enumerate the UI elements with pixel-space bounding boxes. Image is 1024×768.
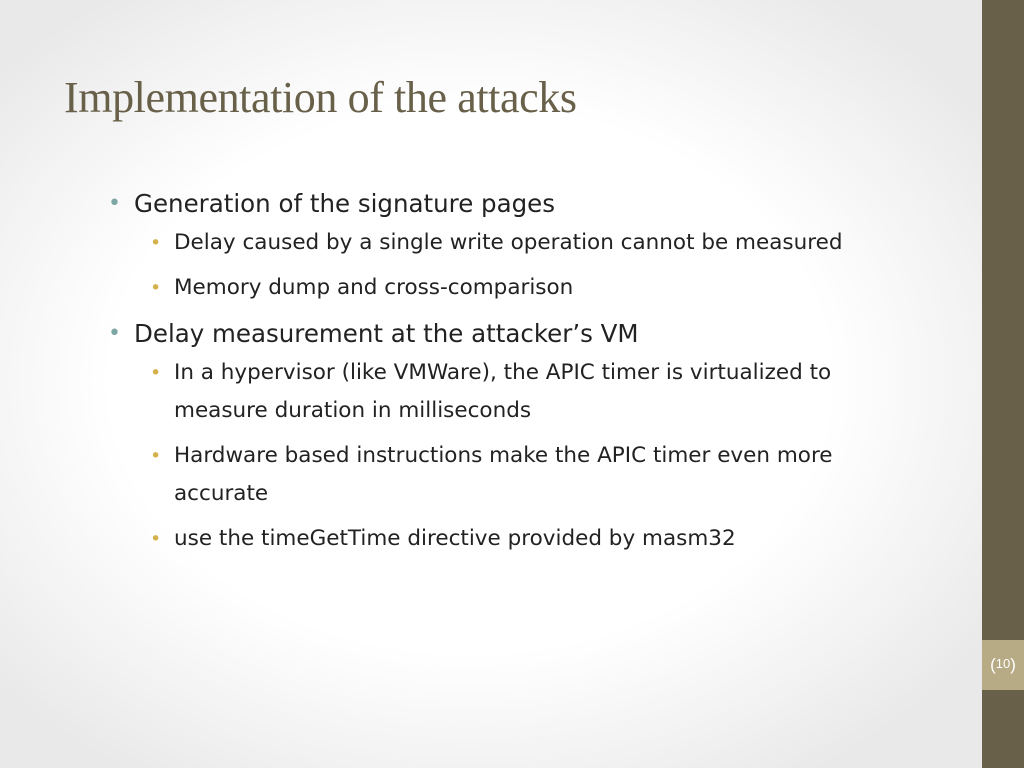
sub-bullet-text: Memory dump and cross-comparison — [174, 275, 574, 300]
slide-body — [108, 184, 888, 565]
sub-bullet-dot: • — [150, 232, 162, 254]
bullet-text: Delay measurement at the attacker’s VM — [134, 319, 639, 348]
sub-bullet-item — [108, 354, 888, 430]
sub-bullet-list — [108, 224, 888, 307]
sub-bullet-dot: • — [150, 277, 162, 299]
sub-bullet-dot: • — [150, 528, 162, 550]
page-number — [982, 655, 1024, 675]
sub-bullet-item — [108, 520, 888, 558]
bullet-text: Generation of the signature pages — [134, 189, 556, 218]
bullet-item — [108, 184, 888, 224]
sub-bullet-text: Delay caused by a single write operation cannot be measured — [174, 230, 843, 255]
page-number-badge — [982, 640, 1024, 690]
bullet-item — [108, 314, 888, 354]
sub-bullet-dot: • — [150, 362, 162, 384]
sub-bullet-text: use the timeGetTime directive provided by masm32 — [174, 526, 736, 551]
sub-bullet-item — [108, 437, 888, 513]
left-bracket-glyph: ( — [990, 655, 996, 674]
sub-bullet-list — [108, 354, 888, 558]
slide-title: Implementation of the attacks — [64, 73, 577, 122]
page-number-text: 10 — [995, 656, 1011, 671]
right-bracket-glyph: ) — [1010, 655, 1016, 674]
sub-bullet-item — [108, 224, 888, 262]
sub-bullet-item — [108, 269, 888, 307]
bullet-dot: • — [108, 191, 121, 216]
sub-bullet-dot: • — [150, 445, 162, 467]
bullet-dot: • — [108, 321, 121, 346]
sub-bullet-text: In a hypervisor (like VMWare), the APIC timer is virtualized to measure duration in milliseconds — [174, 360, 832, 423]
sub-bullet-text: Hardware based instructions make the APIC timer even more accurate — [174, 443, 833, 506]
